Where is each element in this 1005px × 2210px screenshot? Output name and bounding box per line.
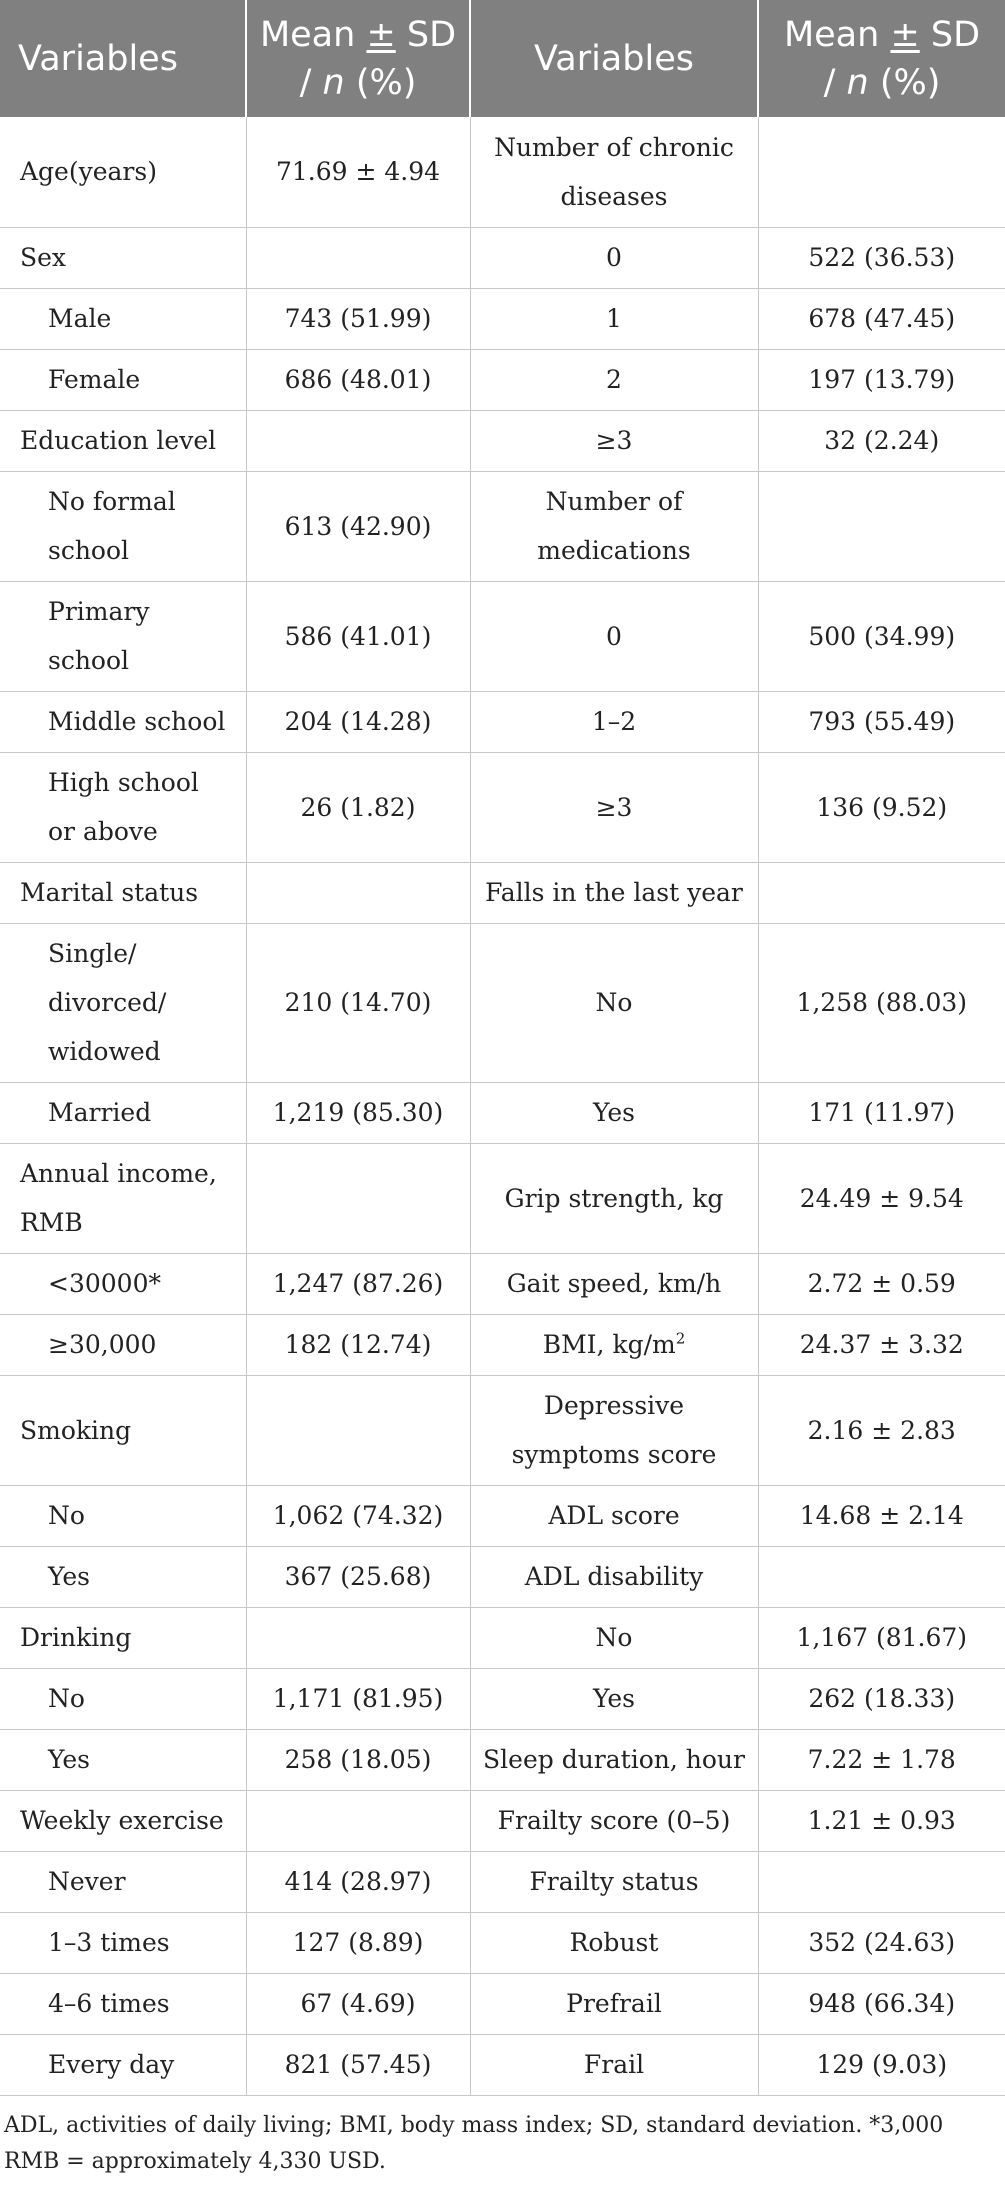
variable-label-left: Male	[0, 288, 246, 349]
value-cell-left: 26 (1.82)	[246, 752, 470, 862]
table-row	[0, 752, 1005, 862]
variable-label-left: Education level	[0, 410, 246, 471]
header-n-text: n	[322, 62, 345, 103]
table-row	[0, 1668, 1005, 1729]
variable-label-right: ≥3	[470, 410, 758, 471]
variable-label-right: No	[470, 923, 758, 1082]
header-mean-sd-left	[246, 0, 470, 117]
header-slash-text: /	[823, 62, 847, 103]
value-cell-left	[246, 227, 470, 288]
value-cell-left: 686 (48.01)	[246, 349, 470, 410]
superscript: 2	[675, 1329, 686, 1348]
variable-label-left: Never	[0, 1851, 246, 1912]
variable-label-right: Frailty score (0–5)	[470, 1790, 758, 1851]
value-cell-right: 793 (55.49)	[758, 691, 1005, 752]
header-mean-text: Mean	[259, 14, 367, 55]
header-row	[0, 0, 1005, 117]
variable-label-left: Smoking	[0, 1375, 246, 1485]
table-row	[0, 923, 1005, 1082]
value-cell-left: 204 (14.28)	[246, 691, 470, 752]
variable-label-left: Weekly exercise	[0, 1790, 246, 1851]
table-row	[0, 1375, 1005, 1485]
value-cell-right: 1,167 (81.67)	[758, 1607, 1005, 1668]
value-cell-left: 71.69 ± 4.94	[246, 117, 470, 227]
table-body	[0, 117, 1005, 2095]
header-mean-text: Mean	[783, 14, 891, 55]
header-plus-minus: ±	[366, 14, 396, 55]
variable-label-right: Depressive symptoms score	[470, 1375, 758, 1485]
value-cell-left: 414 (28.97)	[246, 1851, 470, 1912]
header-n-text: n	[846, 62, 869, 103]
table-row	[0, 1729, 1005, 1790]
table-row	[0, 117, 1005, 227]
value-cell-right	[758, 862, 1005, 923]
value-cell-left: 1,171 (81.95)	[246, 1668, 470, 1729]
value-cell-right: 522 (36.53)	[758, 227, 1005, 288]
value-cell-right: 2.72 ± 0.59	[758, 1253, 1005, 1314]
variable-label-left: Age(years)	[0, 117, 246, 227]
variable-label-left: No	[0, 1485, 246, 1546]
variable-label-left: <30000*	[0, 1253, 246, 1314]
variable-label-left: Every day	[0, 2034, 246, 2095]
value-cell-left	[246, 1607, 470, 1668]
value-cell-left: 210 (14.70)	[246, 923, 470, 1082]
value-cell-left: 1,219 (85.30)	[246, 1082, 470, 1143]
variable-label-right: 1–2	[470, 691, 758, 752]
table-row	[0, 691, 1005, 752]
table-row	[0, 471, 1005, 581]
value-cell-left	[246, 1143, 470, 1253]
variable-label-right: Yes	[470, 1668, 758, 1729]
table-row	[0, 349, 1005, 410]
value-cell-right: 171 (11.97)	[758, 1082, 1005, 1143]
table-row	[0, 1912, 1005, 1973]
variable-label-right: ADL score	[470, 1485, 758, 1546]
value-cell-right: 24.49 ± 9.54	[758, 1143, 1005, 1253]
header-sd-text: SD	[395, 14, 457, 55]
value-cell-right: 14.68 ± 2.14	[758, 1485, 1005, 1546]
table-row	[0, 1790, 1005, 1851]
header-sd-text: SD	[919, 14, 981, 55]
table-row	[0, 1973, 1005, 2034]
variable-label-right: Number of chronic diseases	[470, 117, 758, 227]
variable-label-right: Yes	[470, 1082, 758, 1143]
variable-label-right	[470, 1314, 758, 1375]
variable-label-right: 0	[470, 581, 758, 691]
table-row	[0, 1851, 1005, 1912]
value-cell-right: 7.22 ± 1.78	[758, 1729, 1005, 1790]
variable-label-text: BMI, kg/m	[542, 1330, 676, 1359]
table-row	[0, 227, 1005, 288]
variable-label-left: Yes	[0, 1546, 246, 1607]
table-row	[0, 1082, 1005, 1143]
table-row	[0, 1253, 1005, 1314]
variable-label-left: Drinking	[0, 1607, 246, 1668]
value-cell-left: 1,247 (87.26)	[246, 1253, 470, 1314]
variable-label-right: Robust	[470, 1912, 758, 1973]
table-row	[0, 1314, 1005, 1375]
value-cell-left: 127 (8.89)	[246, 1912, 470, 1973]
variable-label-left: ≥30,000	[0, 1314, 246, 1375]
variable-label-left: Single/ divorced/ widowed	[0, 923, 246, 1082]
variable-label-right: Frailty status	[470, 1851, 758, 1912]
value-cell-right: 32 (2.24)	[758, 410, 1005, 471]
value-cell-right: 678 (47.45)	[758, 288, 1005, 349]
table-row	[0, 1143, 1005, 1253]
variable-label-left: High school or above	[0, 752, 246, 862]
header-percent-text: (%)	[344, 62, 417, 103]
table-footnote: ADL, activities of daily living; BMI, body mass index; SD, standard deviation. *3,000 RMB = approximately 4,330 USD.	[4, 2112, 944, 2174]
variable-label-left: No formal school	[0, 471, 246, 581]
value-cell-right: 24.37 ± 3.32	[758, 1314, 1005, 1375]
variable-label-left: No	[0, 1668, 246, 1729]
variable-label-right: Prefrail	[470, 1973, 758, 2034]
variable-label-right: Falls in the last year	[470, 862, 758, 923]
value-cell-left	[246, 1375, 470, 1485]
value-cell-left	[246, 862, 470, 923]
value-cell-right: 262 (18.33)	[758, 1668, 1005, 1729]
value-cell-right: 129 (9.03)	[758, 2034, 1005, 2095]
value-cell-right: 1.21 ± 0.93	[758, 1790, 1005, 1851]
header-variables-right: Variables	[470, 0, 758, 117]
variable-label-left: Yes	[0, 1729, 246, 1790]
value-cell-left: 67 (4.69)	[246, 1973, 470, 2034]
table-row	[0, 1485, 1005, 1546]
variable-label-right: ADL disability	[470, 1546, 758, 1607]
value-cell-left: 743 (51.99)	[246, 288, 470, 349]
table-row	[0, 410, 1005, 471]
value-cell-left: 586 (41.01)	[246, 581, 470, 691]
value-cell-right: 197 (13.79)	[758, 349, 1005, 410]
table-row	[0, 1546, 1005, 1607]
variable-label-left: Sex	[0, 227, 246, 288]
table-row	[0, 2034, 1005, 2095]
value-cell-left: 258 (18.05)	[246, 1729, 470, 1790]
table-row	[0, 288, 1005, 349]
variable-label-left: Middle school	[0, 691, 246, 752]
variable-label-right: Frail	[470, 2034, 758, 2095]
variable-label-left: 4–6 times	[0, 1973, 246, 2034]
value-cell-left: 1,062 (74.32)	[246, 1485, 470, 1546]
variable-label-left: Marital status	[0, 862, 246, 923]
value-cell-right	[758, 471, 1005, 581]
value-cell-right: 136 (9.52)	[758, 752, 1005, 862]
variable-label-right: 0	[470, 227, 758, 288]
value-cell-right: 352 (24.63)	[758, 1912, 1005, 1973]
value-cell-right	[758, 117, 1005, 227]
header-variables-left: Variables	[0, 0, 246, 117]
variable-label-right: 2	[470, 349, 758, 410]
header-plus-minus: ±	[890, 14, 920, 55]
variable-label-left: 1–3 times	[0, 1912, 246, 1973]
variable-label-left: Primary school	[0, 581, 246, 691]
value-cell-left: 182 (12.74)	[246, 1314, 470, 1375]
value-cell-left	[246, 410, 470, 471]
variable-label-right: Number of medications	[470, 471, 758, 581]
variable-label-right: No	[470, 1607, 758, 1668]
value-cell-left: 821 (57.45)	[246, 2034, 470, 2095]
value-cell-left: 367 (25.68)	[246, 1546, 470, 1607]
value-cell-right: 2.16 ± 2.83	[758, 1375, 1005, 1485]
value-cell-right	[758, 1546, 1005, 1607]
variable-label-right: ≥3	[470, 752, 758, 862]
header-slash-text: /	[299, 62, 323, 103]
value-cell-right: 948 (66.34)	[758, 1973, 1005, 2034]
variable-label-right: Gait speed, km/h	[470, 1253, 758, 1314]
variable-label-right: Grip strength, kg	[470, 1143, 758, 1253]
table-row	[0, 1607, 1005, 1668]
table-row	[0, 581, 1005, 691]
value-cell-right: 1,258 (88.03)	[758, 923, 1005, 1082]
value-cell-right	[758, 1851, 1005, 1912]
variable-label-right: Sleep duration, hour	[470, 1729, 758, 1790]
variable-label-right: 1	[470, 288, 758, 349]
value-cell-left: 613 (42.90)	[246, 471, 470, 581]
value-cell-right: 500 (34.99)	[758, 581, 1005, 691]
variable-label-left: Female	[0, 349, 246, 410]
table-row	[0, 862, 1005, 923]
variable-label-left: Annual income, RMB	[0, 1143, 246, 1253]
table-header	[0, 0, 1005, 117]
header-mean-sd-right	[758, 0, 1005, 117]
value-cell-left	[246, 1790, 470, 1851]
header-percent-text: (%)	[868, 62, 941, 103]
variable-label-left: Married	[0, 1082, 246, 1143]
